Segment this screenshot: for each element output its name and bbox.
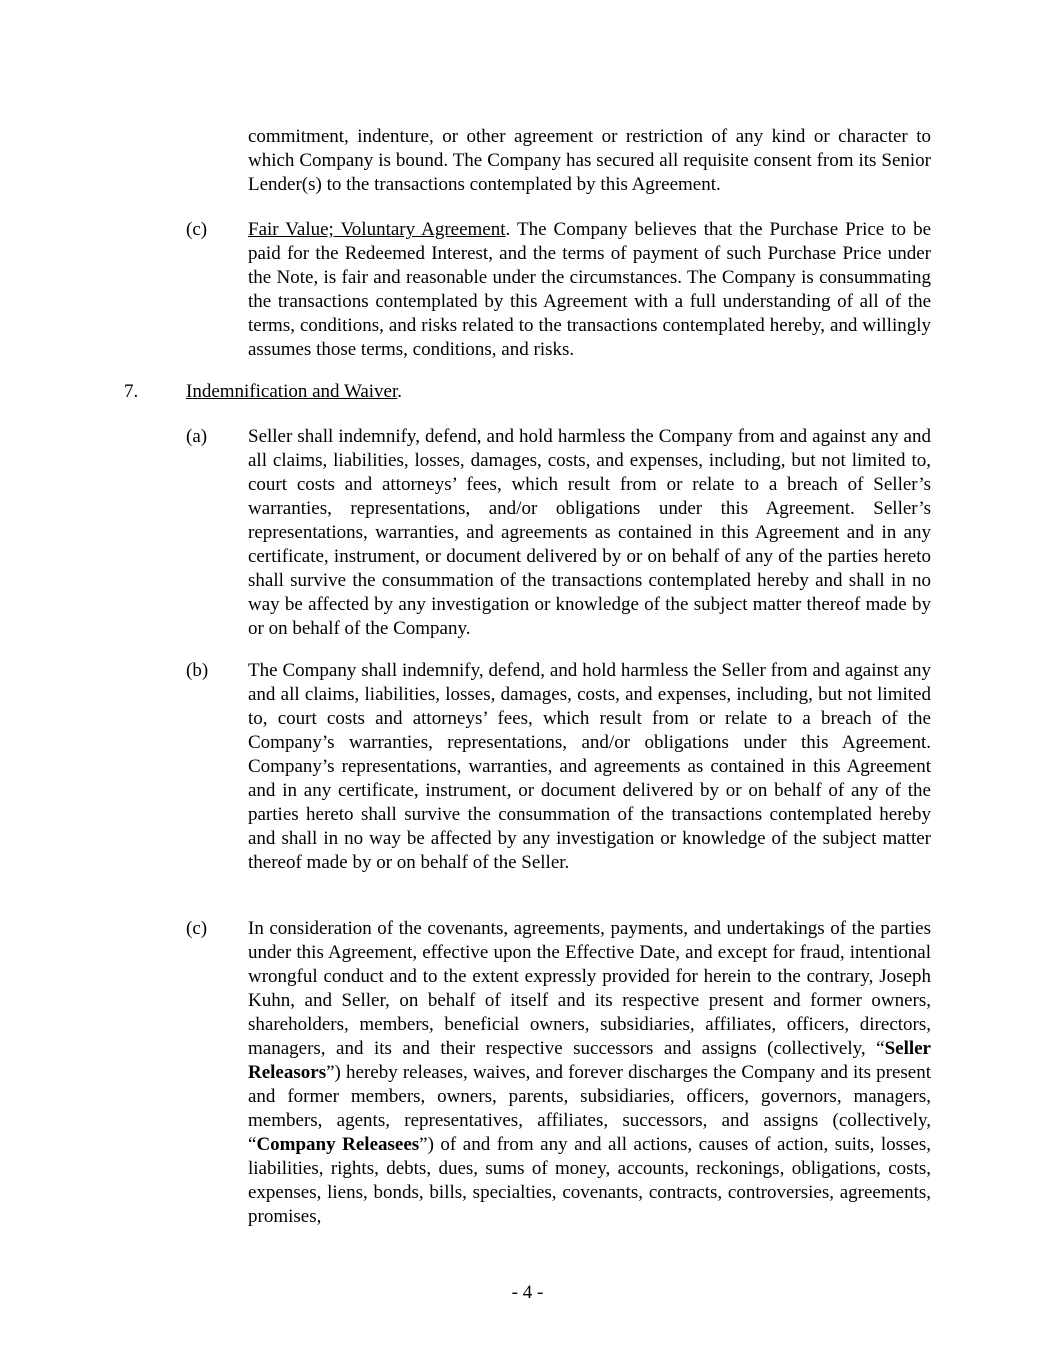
clause-7c-label: (c): [186, 918, 208, 939]
page-number: - 4 -: [511, 1282, 544, 1303]
section-7-number: 7.: [124, 381, 139, 402]
section-7-heading-line: Indemnification and Waiver.: [186, 381, 403, 402]
clause-7b-label: (b): [186, 660, 209, 681]
clause-6c-label: (c): [186, 219, 208, 240]
clause-6c-heading: Fair Value; Voluntary Agreement: [248, 219, 506, 240]
clause-7c-paragraph: In consideration of the covenants, agreements, payments, and undertakings of the parties under this Agreement, effective upon the Effective Date, and except for fraud, intentional wrongful conduct and to the extent expressly provided for herein to the contrary, Joseph Kuhn, and Seller, on behalf of itself and its respective present and former owners, shareholders, members, beneficial owners, subsidiaries, affiliates, officers, directors, managers, and its and their respective successors and assigns (collectively, “Seller Releasors”) hereby releases, waives, and forever discharges the Company and its present and former members, owners, parents, subsidiaries, officers, governors, managers, members, agents, representatives, affiliates, successors, and assigns (collectively, “Company Releasees”) of and from any and all actions, causes of action, suits, losses, liabilities, rights, debts, dues, sums of money, accounts, reckonings, obligations, costs, expenses, liens, bonds, bills, specialties, covenants, contracts, controversies, agreements, promises,: [248, 918, 931, 1227]
carryover-paragraph: commitment, indenture, or other agreement or restriction of any kind or character to which Company is bound. The Company has secured all requisite consent from its Senior Lender(s) to the transactions contemplated by this Agreement.: [248, 126, 931, 195]
clause-7b-paragraph: The Company shall indemnify, defend, and hold harmless the Seller from and against any and all claims, liabilities, losses, damages, costs, and expenses, including, but not limited to, court costs and attorneys’ fees, which result from or relate to a breach of the Company’s warranties, representations, and/or obligations under this Agreement. Company’s representations, warranties, and agreements as contained in this Agreement and in any certificate, instrument, or document delivered by or on behalf of any of the parties hereto shall survive the consummation of the transactions contemplated hereby and shall in no way be affected by any investigation or knowledge of the subject matter thereof made by or on behalf of the Seller.: [248, 660, 931, 873]
section-7-heading: Indemnification and Waiver: [186, 381, 398, 402]
company-releasees-term: Company Releasees: [256, 1134, 420, 1155]
clause-7a-paragraph: Seller shall indemnify, defend, and hold harmless the Company from and against any and all claims, liabilities, losses, damages, costs, and expenses, including, but not limited to, court costs and attorneys’ fees, which result from or relate to a breach of Seller’s warranties, representations, and/or obligations under this Agreement. Seller’s representations, warranties, and agreements as contained in this Agreement and in any certificate, instrument, or document delivered by or on behalf of any of the parties hereto shall survive the consummation of the transactions contemplated hereby and shall in no way be affected by any investigation or knowledge of the subject matter thereof made by or on behalf of the Company.: [248, 426, 931, 639]
clause-6c-paragraph: Fair Value; Voluntary Agreement. The Company believes that the Purchase Price to be paid for the Redeemed Interest, and the terms of payment of such Purchase Price under the Note, is fair and reasonable under the circumstances. The Company is consummating the transactions contemplated by this Agreement with a full understanding of all of the terms, conditions, and risks related to the transactions contemplated hereby, and willingly assumes those terms, conditions, and risks.: [248, 219, 932, 360]
clause-7a-label: (a): [186, 426, 208, 447]
seller-releasors-term: Seller Releasors: [248, 1038, 931, 1083]
